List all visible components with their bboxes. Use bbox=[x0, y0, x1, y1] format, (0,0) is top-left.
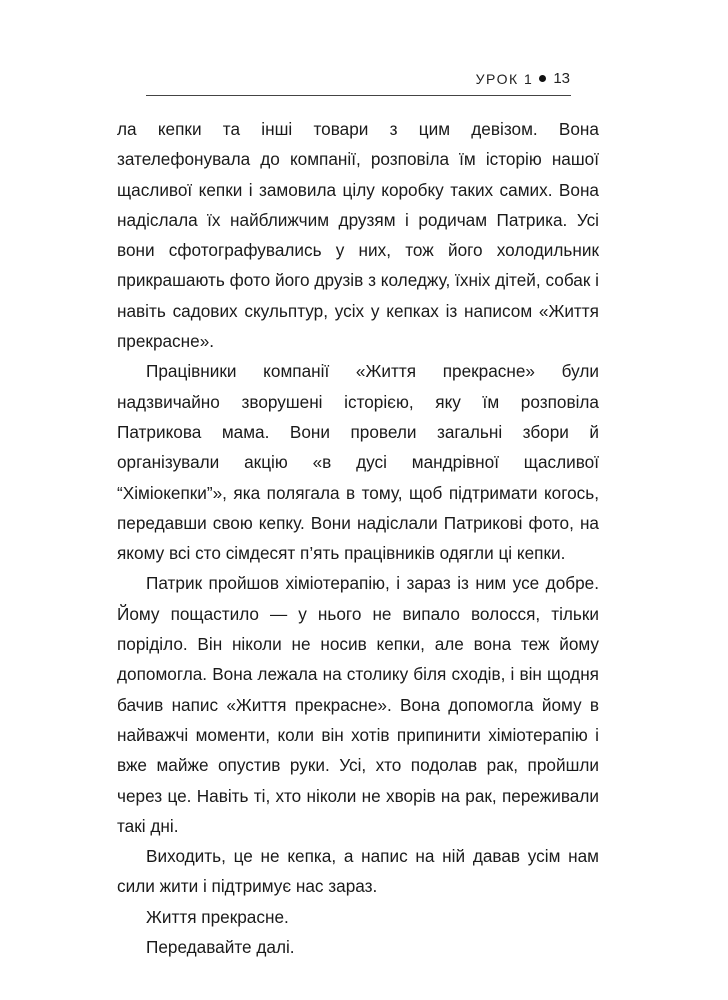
paragraph: Передавайте далі. bbox=[146, 937, 295, 958]
paragraph: Життя прекрасне. bbox=[146, 906, 289, 927]
paragraph: Працівники компанії «Життя прекрасне» були надзвичайно зворушені історією, яку їм розповіла Патрикова мама. Вони провели загальні збори й організували акцію «в дусі мандрівної щасливої “Хіміокепки”», яка полягала в тому, щоб підтримати когось, передавши свою кепку. Вони надіслали Патрикові фото, на якому всі сто сімдесят п’ять працівників одягли ці кепки. bbox=[117, 361, 599, 564]
paragraph: Патрик пройшов хіміотерапію, і зараз із ним усе добре. Йому пощастило — у нього не випало волосся, тільки поріділо. Він ніколи не носив кепки, але вона теж йому допомогла. Вона лежала на столику біля сходів, і він щодня бачив напис «Життя прекрасне». Вона допомогла йому в найважчі моменти, коли він хотів припинити хіміотерапію і вже майже опустив руки. Усі, хто подолав рак, пройшли через це. Навіть ті, хто ніколи не хворів на рак, переживали такі дні. bbox=[117, 573, 599, 836]
paragraph: ла кепки та інші товари з цим девізом. Вона зателефонувала до компанії, розповіла їм історію нашої щасливої кепки і замовила цілу коробку таких самих. Вона надіслала їх найближчим друзям і родичам Патрика. Усі вони сфотографувались у них, тож його холодильник прикрашають фото його друзів з коледжу, їхніх дітей, собак і навіть садових скульптур, усіх у кепках із написом «Життя прекрасне». bbox=[117, 119, 599, 352]
bullet-separator bbox=[539, 75, 546, 82]
running-header bbox=[476, 70, 570, 87]
page-number: 13 bbox=[553, 70, 570, 87]
body-text bbox=[117, 114, 599, 962]
paragraph: Виходить, це не кепка, а напис на ній давав усім нам сили жити і підтримує нас зараз. bbox=[117, 846, 599, 897]
chapter-label: УРОК 1 bbox=[475, 70, 534, 87]
header-rule bbox=[146, 95, 571, 96]
